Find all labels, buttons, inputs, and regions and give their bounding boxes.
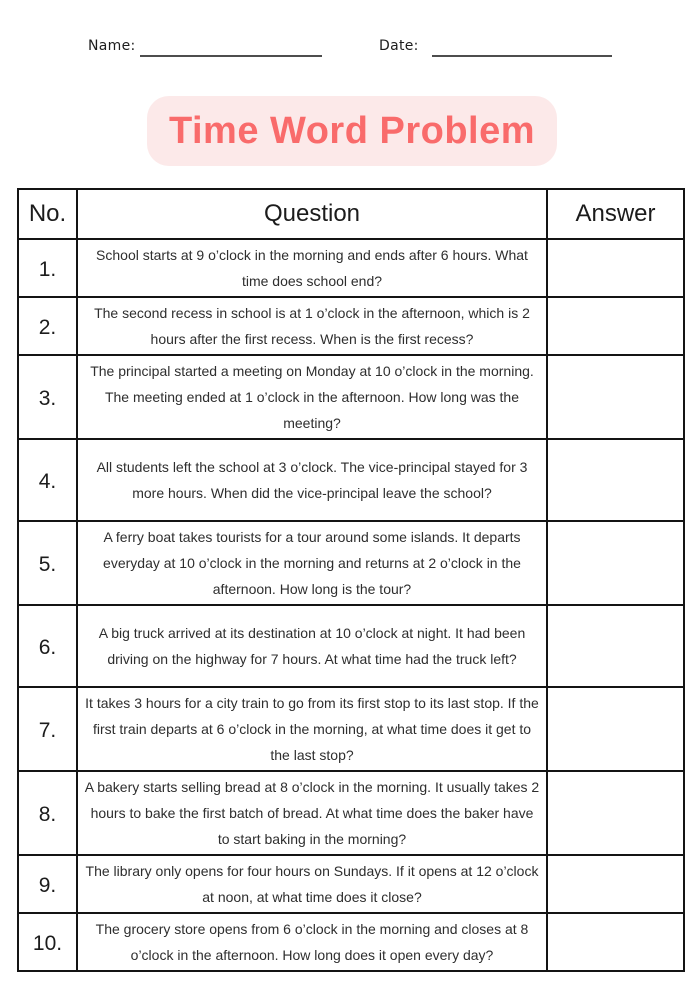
row-number: 10. xyxy=(18,913,77,971)
row-number: 5. xyxy=(18,521,77,605)
table-row xyxy=(18,355,684,439)
answer-cell xyxy=(547,605,684,687)
answer-cell xyxy=(547,771,684,855)
table-row xyxy=(18,239,684,297)
question-cell: School starts at 9 o’clock in the morning and ends after 6 hours. What time does school end? xyxy=(77,239,547,297)
page-title: Time Word Problem xyxy=(168,109,536,152)
column-header-answer: Answer xyxy=(547,189,684,239)
row-number: 2. xyxy=(18,297,77,355)
row-number: 9. xyxy=(18,855,77,913)
question-cell: The library only opens for four hours on Sundays. If it opens at 12 o’clock at noon, at what time does it close? xyxy=(77,855,547,913)
answer-cell xyxy=(547,439,684,521)
date-blank-line xyxy=(432,55,612,57)
title-banner xyxy=(147,96,557,166)
name-blank-line xyxy=(140,55,322,57)
answer-cell xyxy=(547,239,684,297)
column-header-no: No. xyxy=(18,189,77,239)
question-cell: The principal started a meeting on Monday at 10 o’clock in the morning. The meeting ended at 1 o’clock in the afternoon. How long was the meeting? xyxy=(77,355,547,439)
question-cell: It takes 3 hours for a city train to go from its first stop to its last stop. If the first train departs at 6 o’clock in the morning, at what time does it get to the last stop? xyxy=(77,687,547,771)
table-row xyxy=(18,521,684,605)
table-row xyxy=(18,605,684,687)
table-row xyxy=(18,913,684,971)
question-cell: All students left the school at 3 o’clock. The vice-principal stayed for 3 more hours. When did the vice-principal leave the school? xyxy=(77,439,547,521)
table-row xyxy=(18,771,684,855)
column-header-question: Question xyxy=(77,189,547,239)
table-header-row xyxy=(18,189,684,239)
table-row xyxy=(18,439,684,521)
question-cell: The grocery store opens from 6 o’clock in the morning and closes at 8 o’clock in the afternoon. How long does it open every day? xyxy=(77,913,547,971)
answer-cell xyxy=(547,913,684,971)
table-row xyxy=(18,297,684,355)
row-number: 3. xyxy=(18,355,77,439)
question-cell: The second recess in school is at 1 o’clock in the afternoon, which is 2 hours after the first recess. When is the first recess? xyxy=(77,297,547,355)
answer-cell xyxy=(547,855,684,913)
question-cell: A big truck arrived at its destination at 10 o’clock at night. It had been driving on the highway for 7 hours. At what time had the truck left? xyxy=(77,605,547,687)
row-number: 6. xyxy=(18,605,77,687)
answer-cell xyxy=(547,355,684,439)
questions-table xyxy=(17,188,685,972)
question-cell: A ferry boat takes tourists for a tour around some islands. It departs everyday at 10 o’clock in the morning and returns at 2 o’clock in the afternoon. How long is the tour? xyxy=(77,521,547,605)
date-label: Date: xyxy=(379,38,419,54)
row-number: 4. xyxy=(18,439,77,521)
row-number: 1. xyxy=(18,239,77,297)
table-row xyxy=(18,855,684,913)
row-number: 8. xyxy=(18,771,77,855)
table-row xyxy=(18,687,684,771)
answer-cell xyxy=(547,297,684,355)
question-cell: A bakery starts selling bread at 8 o’clock in the morning. It usually takes 2 hours to bake the first batch of bread. At what time does the baker have to start baking in the morning? xyxy=(77,771,547,855)
answer-cell xyxy=(547,687,684,771)
answer-cell xyxy=(547,521,684,605)
name-label: Name: xyxy=(88,38,136,54)
row-number: 7. xyxy=(18,687,77,771)
